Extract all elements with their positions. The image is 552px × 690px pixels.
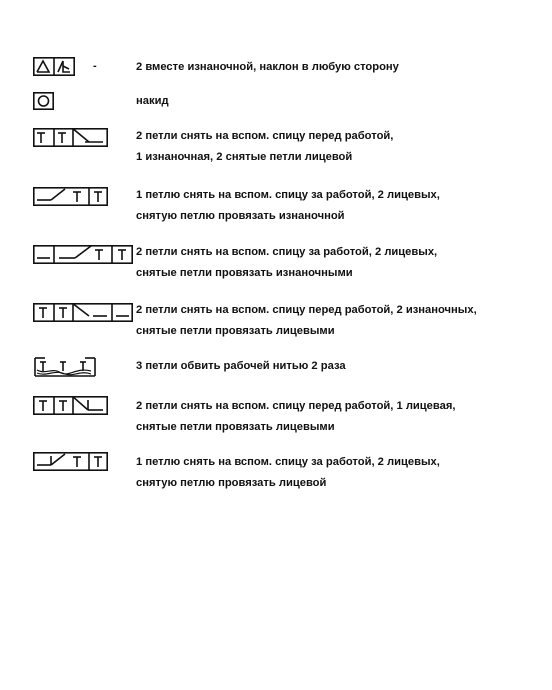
description-line: снятые петли провязать лицевыми: [136, 421, 335, 433]
description-line: 1 петлю снять на вспом. спицу за работой, 2 лицевых,: [136, 189, 440, 201]
wrap-3-stitches-icon: [33, 357, 97, 377]
symbol-dash: -: [93, 60, 97, 72]
description-line: 3 петли обвить рабочей нитью 2 раза: [136, 360, 346, 372]
description-line: 1 изнаночная, 2 снятые петли лицевой: [136, 151, 353, 163]
description-line: накид: [136, 95, 169, 107]
description-line: 2 петли снять на вспом. спицу перед работой,: [136, 130, 394, 142]
legend-description: [136, 185, 440, 227]
legend-description: [136, 356, 346, 377]
description-line: 1 петлю снять на вспом. спицу за работой, 2 лицевых,: [136, 456, 440, 468]
description-line: 2 петли снять на вспом. спицу за работой, 2 лицевых,: [136, 246, 438, 258]
cable-1-back-2-knit-knit-icon: [33, 452, 108, 471]
legend-description: [136, 396, 456, 438]
legend-description: [136, 126, 393, 168]
cable-2-front-1-purl-icon: [33, 128, 108, 147]
description-line: снятую петлю провязать изнаночной: [136, 210, 345, 222]
description-line: 2 петли снять на вспом. спицу перед работой, 1 лицевая,: [136, 400, 456, 412]
legend-description: [136, 242, 437, 284]
description-line: снятые петли провязать лицевыми: [136, 325, 335, 337]
yarn-over-icon: [33, 92, 54, 110]
description-line: 2 петли снять на вспом. спицу перед работой, 2 изнаночных,: [136, 304, 477, 316]
cable-1-back-2-knit-icon: [33, 187, 108, 206]
description-line: 2 вместе изнаночной, наклон в любую сторону: [136, 61, 399, 73]
legend-description: [136, 91, 169, 112]
legend-description: [136, 300, 477, 342]
p2tog-icon: [33, 57, 75, 76]
description-line: снятую петлю провязать лицевой: [136, 477, 327, 489]
cable-2-back-2-knit-icon: [33, 245, 133, 264]
cable-2-front-1-knit-icon: [33, 396, 108, 415]
description-line: снятые петли провязать изнаночными: [136, 267, 353, 279]
cable-2-front-2-purl-icon: [33, 303, 133, 322]
legend-description: [136, 57, 399, 78]
legend-description: [136, 452, 440, 494]
